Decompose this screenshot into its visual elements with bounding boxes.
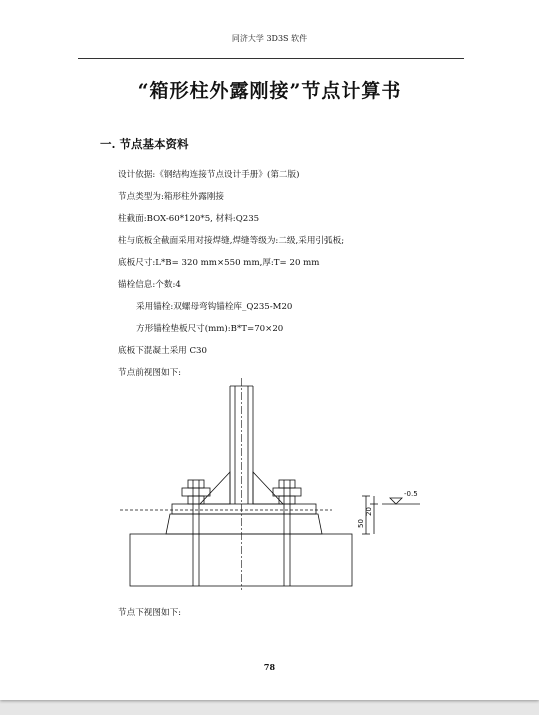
grout-layer xyxy=(166,514,322,534)
front-view-caption: 节点前视图如下: xyxy=(118,368,182,378)
base-plate-size: 底板尺寸:L*B= 320 mm×550 mm,厚:T= 20 mm xyxy=(118,258,320,268)
design-basis: 设计依据:《钢结构连接节点设计手册》(第二版) xyxy=(118,170,300,180)
column-section: 柱截面:BOX-60*120*5, 材料:Q235 xyxy=(118,214,260,224)
document-title: “箱形柱外露刚接”节点计算书 xyxy=(137,80,402,102)
section-heading: 一. 节点基本资料 xyxy=(100,137,189,151)
anchor-info: 锚栓信息:个数:4 xyxy=(118,280,181,290)
anchor-washer-left xyxy=(182,488,210,496)
concrete-foundation xyxy=(130,534,352,586)
bottom-view-caption: 节点下视图如下: xyxy=(118,608,182,618)
anchor-type: 采用锚栓:双螺母弯钩锚栓库_Q235-M20 xyxy=(136,302,293,312)
concrete-grade: 底板下混凝土采用 C30 xyxy=(118,346,207,356)
anchor-washer-right xyxy=(273,488,301,496)
node-type: 节点类型为:箱形柱外露刚接 xyxy=(118,192,225,202)
dim-label-inner: 20 xyxy=(365,507,373,516)
anchor-nut-left-upper xyxy=(188,480,204,488)
weld-info: 柱与底板全截面采用对接焊缝,焊缝等级为:二级,采用引弧板; xyxy=(118,236,345,246)
header-rule xyxy=(78,58,464,59)
dim-label-outer: 50 xyxy=(357,519,365,528)
page-number: 78 xyxy=(263,662,276,672)
anchor-nut-right-upper xyxy=(279,480,295,488)
anchor-washer-size: 方形锚栓垫板尺寸(mm):B*T=70×20 xyxy=(136,324,284,334)
elevation-triangle xyxy=(390,498,402,504)
front-view-drawing xyxy=(120,376,430,594)
page-header: 同济大学 3D3S 软件 xyxy=(231,34,308,43)
base-plate xyxy=(172,504,316,514)
elevation-label: -0.5 xyxy=(404,490,418,498)
